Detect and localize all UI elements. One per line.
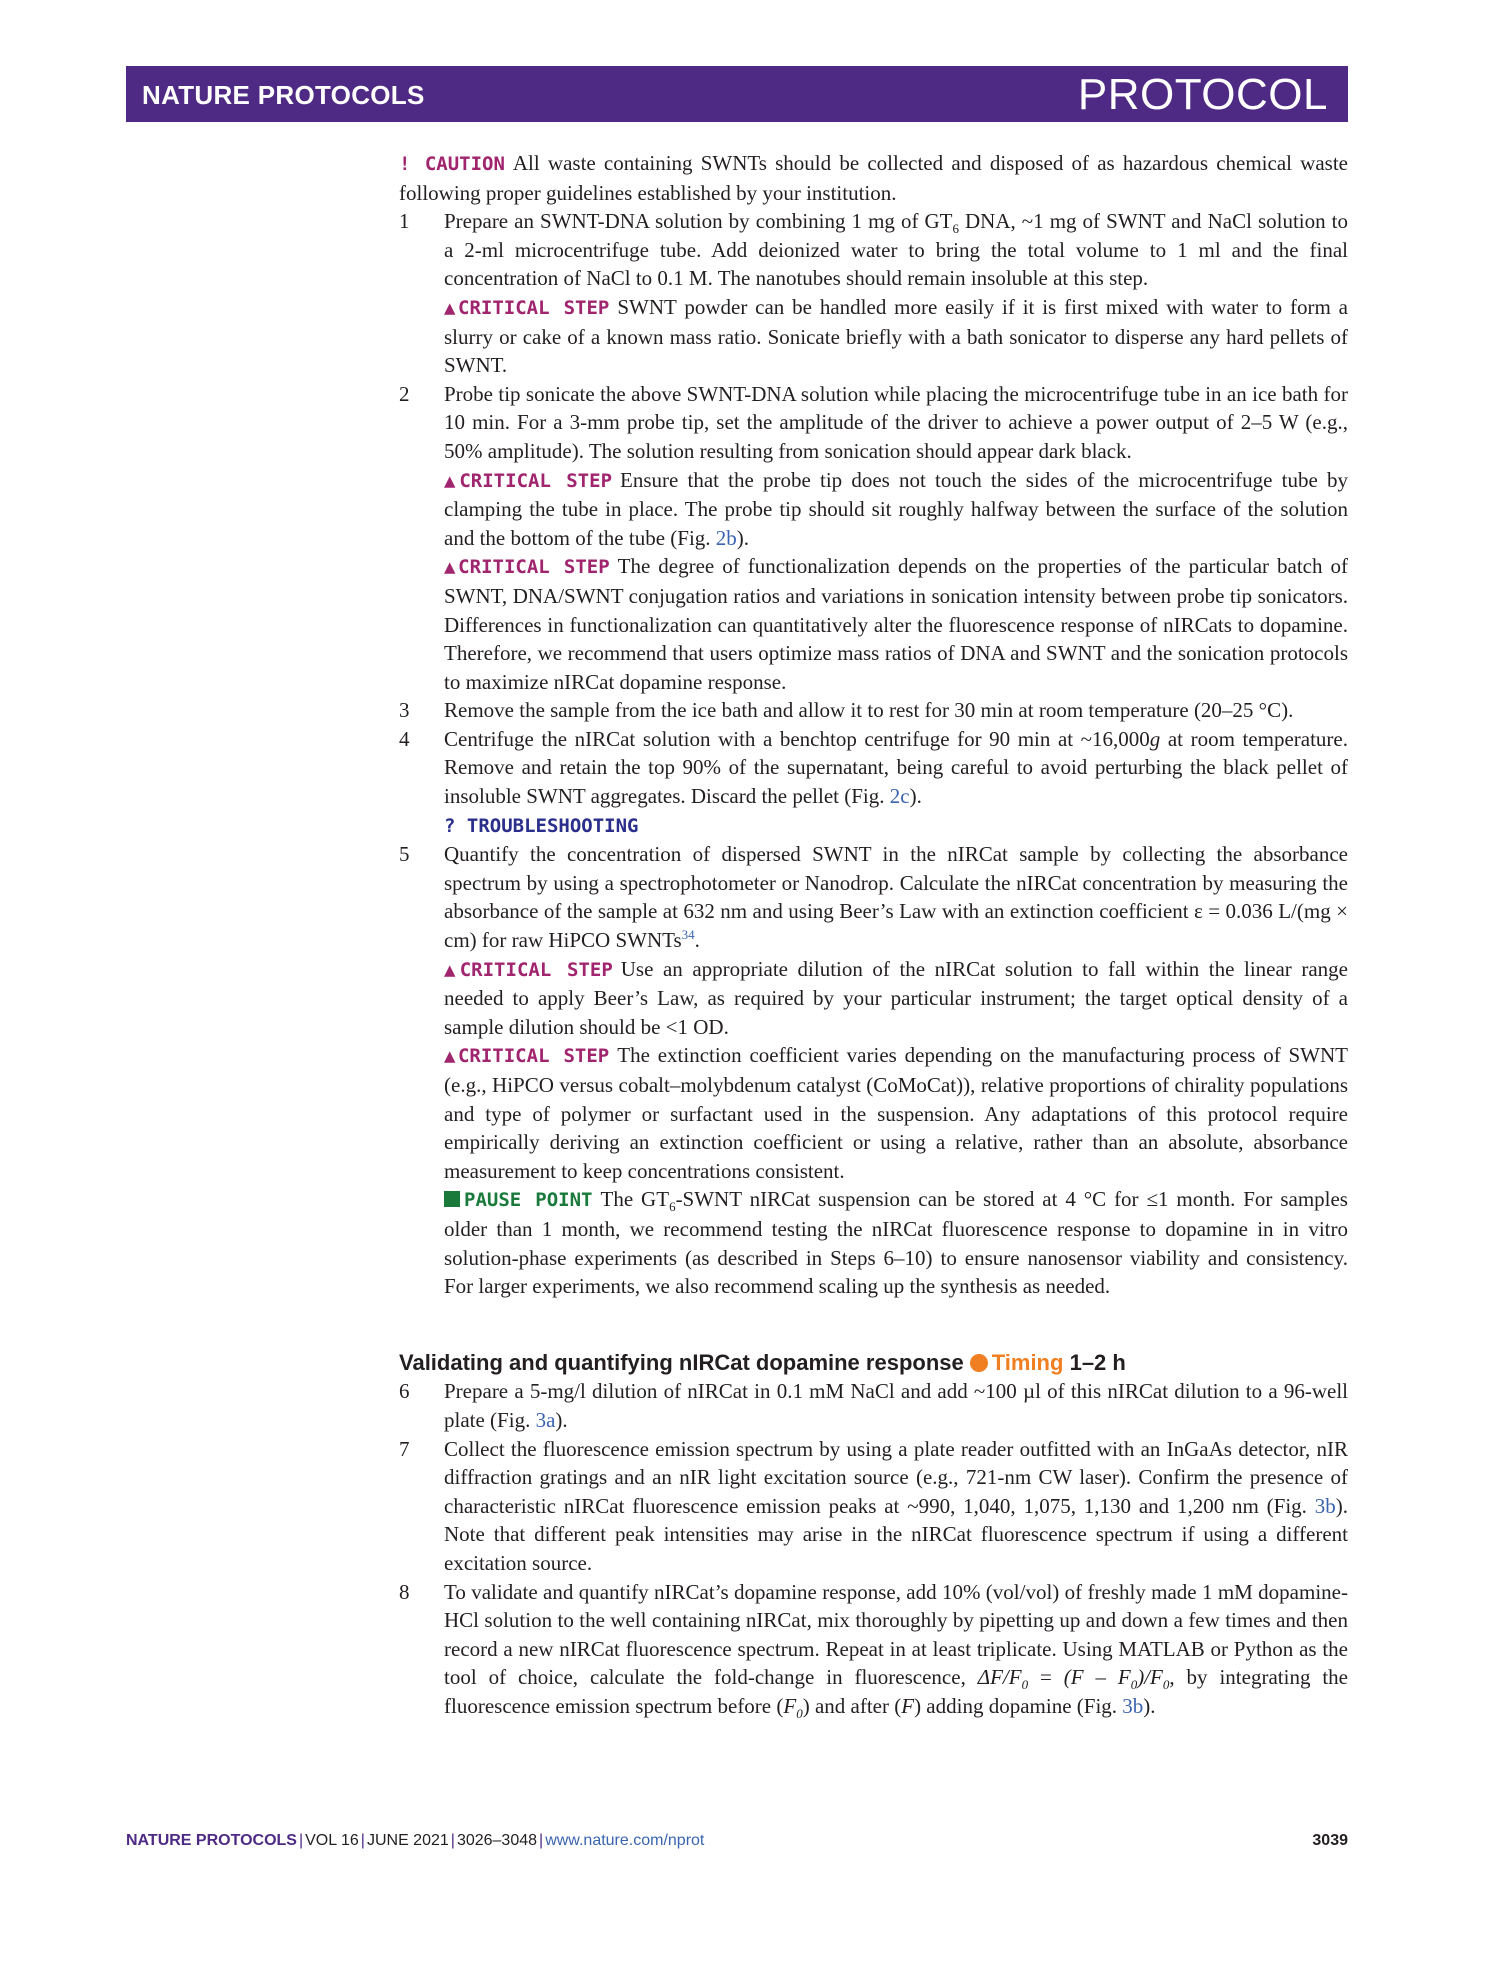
formula-part: F [901,1693,915,1718]
step-text-part: ) and after ( [802,1693,902,1718]
step-number: 2 [399,381,410,406]
step-number: 6 [399,1379,410,1404]
critical-step-note [444,466,1348,553]
critical-step-note [444,1041,1348,1185]
separator: | [450,1832,455,1849]
step-text-part: To validate and quantify nIRCat’s dopamine response, add 10% (vol/vol) of freshly made 1 mM dopamine-HCl solution to the well containing nIRCat, mix thoroughly by pipetting up and down a few times and then record a new nIRCat fluorescence spectrum. Repeat in at least triplicate. Using MATLAB or Python as the tool of choice, calculate the fold-change in fluorescence, [444,1579,1348,1690]
separator: | [360,1832,365,1849]
step-text [444,1435,1348,1578]
subscript: 0 [1130,1677,1138,1693]
article-type: PROTOCOL [1077,70,1328,119]
critical-step-note [444,955,1348,1042]
step-number: 7 [399,1436,410,1461]
formula-part: (F – F [1063,1665,1131,1690]
step-text: Remove the sample from the ice bath and allow it to rest for 30 min at room temperature (20–25 °C). [444,698,1294,723]
step-text-part: at room temperature. Remove and retain the top 90% of the supernatant, being careful to avoid perturbing the black pellet of insoluble SWNT aggregates. Discard the pellet (Fig. [444,726,1348,809]
footer-citation [126,1832,704,1850]
critical-step-note [444,552,1348,696]
page-number: 3039 [1312,1832,1348,1849]
step-number: 4 [399,726,410,751]
step-text-part: Prepare a 5-mg/l dilution of nIRCat in 0.1 mM NaCl and add ~100 µl of this nIRCat dilution to a 96-well plate (Fig. [444,1379,1348,1432]
section-heading-text: Validating and quantifying nIRCat dopamine response [399,1349,964,1375]
caution-note [399,149,1348,207]
critical-step-label: ▲CRITICAL STEP [444,556,610,579]
critical-step-text: ). [736,525,750,550]
step-text-part: Prepare an SWNT-DNA solution by combining 1 mg of GT [444,209,953,234]
journal-header-bar [126,66,1348,122]
step-6 [399,1377,1348,1434]
step-text-part: ) adding dopamine (Fig. [914,1693,1123,1718]
step-3 [399,696,1348,725]
section-spacer [399,1301,1348,1349]
subscript: 6 [669,1199,676,1215]
formula-part: F [783,1693,797,1718]
equals-sign: = [1028,1665,1064,1690]
caution-text: All waste containing SWNTs should be collected and disposed of as hazardous chemical waste following proper guidelines established by your institution. [399,151,1348,205]
step-4 [399,725,1348,840]
journal-name: NATURE PROTOCOLS [142,80,425,110]
italic-unit: g [1149,726,1161,751]
step-number: 3 [399,698,410,723]
step-text-part: . [694,928,700,953]
step-text-part: DNA, ~1 mg of SWNT and NaCl solution to a 2-ml microcentrifuge tube. Add deionized water to bring the total volume to 1 ml and the final concentration of NaCl to 0.1 M. The nanotubes should remain insoluble at this step. [444,209,1348,291]
formula [977,1665,1029,1693]
subscript: 0 [1162,1677,1170,1693]
separator: | [539,1832,544,1849]
step-text-part: Quantify the concentration of dispersed SWNT in the nIRCat sample by collecting the absorbance spectrum by using a spectrophotometer or Nanodrop. Calculate the nIRCat concentration by measuring the absorbance of the sample at 632 nm and using Beer’s Law with an extinction coefficient ε = 0.036 L/(mg × cm) for raw HiPCO SWNTs [444,842,1348,953]
critical-step-text: The degree of functionalization depends on the properties of the particular batch of SWNT, DNA/SWNT conjugation ratios and variations in sonication intensity between probe tip sonicators. Differences in functionalization can quantitatively alter the fluorescence response of nIRCats to dopamine. Therefore, we recommend that users optimize mass ratios of DNA and SWNT and the sonication protocols to maximize nIRCat dopamine response. [444,554,1348,694]
step-text-part: Centrifuge the nIRCat solution with a benchtop centrifuge for 90 min at ~16,000 [444,726,1150,751]
step-1 [399,207,1348,380]
pause-point-note [444,1185,1348,1300]
timing-label: Timing [991,1349,1064,1375]
subscript: 6 [952,221,959,237]
pause-square-icon [444,1191,460,1207]
separator: | [298,1832,304,1849]
footer-date: JUNE 2021 [366,1832,449,1849]
section-heading [399,1349,1348,1378]
reference-link[interactable]: 34 [681,927,695,943]
figure-link[interactable]: 3a [535,1407,556,1432]
formula-part: )/F [1137,1665,1163,1690]
footer-volume: VOL 16 [305,1832,359,1849]
figure-link[interactable]: 3b [1122,1693,1144,1718]
figure-link[interactable]: 2b [715,525,737,550]
step-text-part: ). [1143,1693,1156,1718]
step-text-part: Collect the fluorescence emission spectrum by using a plate reader outfitted with an InGaAs detector, nIR diffraction gratings and an nIR light excitation source (e.g., 721-nm CW laser). Confirm the presence of characteristic nIRCat fluorescence emission peaks at ~990, 1,040, 1,075, 1,130 and 1,200 nm (Fig. [444,1436,1348,1518]
step-number: 8 [399,1579,410,1604]
pause-text: The GT [600,1187,670,1212]
critical-step-text: SWNT powder can be handled more easily if it is first mixed with water to form a slurry or cake of a known mass ratio. Sonicate briefly with a bath sonicator to disperse any hard pellets of SWNT. [444,294,1348,378]
figure-link[interactable]: 2c [889,784,910,809]
troubleshooting-note [444,811,1348,841]
critical-step-label: ▲CRITICAL STEP [444,296,610,319]
formula-part: ΔF/F [977,1665,1022,1690]
step-5 [399,840,1348,1301]
critical-step-label: ▲CRITICAL STEP [444,469,613,492]
figure-link[interactable]: 3b [1314,1493,1336,1518]
step-text [444,840,1348,954]
step-7 [399,1435,1348,1578]
timing-value: 1–2 h [1069,1349,1126,1375]
subscript: 0 [796,1706,803,1722]
step-text [444,725,1348,811]
step-text: Probe tip sonicate the above SWNT-DNA solution while placing the microcentrifuge tube in an ice bath for 10 min. For a 3-mm probe tip, set the amplitude of the driver to achieve a power output of 2–5 W (e.g., 50% amplitude). The solution resulting from sonication should appear dark black. [444,381,1348,463]
step-text-part: ). [555,1407,568,1432]
step-text-part: ). Note that different peak intensities may arise in the nIRCat fluorescence spectrum if using a different excitation source. [444,1493,1348,1575]
subscript: 0 [1021,1677,1029,1693]
footer-journal: NATURE PROTOCOLS [126,1832,297,1849]
critical-step-label: ▲CRITICAL STEP [444,1045,610,1068]
step-number: 1 [399,209,410,234]
footer-pages: 3026–3048 [456,1832,538,1849]
critical-step-note [444,293,1348,380]
step-2 [399,380,1348,697]
critical-step-text: The extinction coefficient varies depending on the manufacturing process of SWNT (e.g., HiPCO versus cobalt–molybdenum catalyst (CoMoCat)), relative proportions of chirality populations and type of polymer or surfactant used in the suspension. Any adaptations of this protocol require empirically deriving an extinction coefficient or using a relative, rather than an absolute, absorbance measurement to keep concentrations consistent. [444,1043,1348,1183]
step-text-part: ). [909,784,922,809]
step-8 [399,1578,1348,1721]
step-text-part: , by integrating the fluorescence emission spectrum before ( [444,1665,1349,1718]
critical-step-text: Use an appropriate dilution of the nIRCat solution to fall within the linear range needed to apply Beer’s Law, as required by your particular instrument; the target optical density of a sample dilution should be <1 OD. [444,956,1348,1039]
troubleshooting-label: ? TROUBLESHOOTING [444,814,639,837]
footer-url-link[interactable]: www.nature.com/nprot [545,1832,705,1849]
step-text [444,1578,1348,1721]
formula [1063,1665,1170,1693]
critical-step-label: ▲CRITICAL STEP [444,958,613,981]
timing-dot-icon [970,1354,988,1372]
step-number: 5 [399,842,410,867]
protocol-content [399,149,1348,1720]
step-text [444,207,1348,293]
critical-step-text: Ensure that the probe tip does not touch the sides of the microcentrifuge tube by clamping the tube in place. The probe tip should sit roughly halfway between the surface of the solution and the bottom of the tube (Fig. [444,467,1349,550]
pause-point-label: PAUSE POINT [464,1189,593,1212]
caution-label: ! CAUTION [399,153,505,175]
pause-text: -SWNT nIRCat suspension can be stored at 4 °C for ≤1 month. For samples older than 1 month, we recommend testing the nIRCat fluorescence response to dopamine in in vitro solution-phase experiments (as described in Steps 6–10) to ensure nanosensor viability and consistency. For larger experiments, we also recommend scaling up the synthesis as needed. [444,1187,1348,1299]
step-text [444,1377,1348,1434]
